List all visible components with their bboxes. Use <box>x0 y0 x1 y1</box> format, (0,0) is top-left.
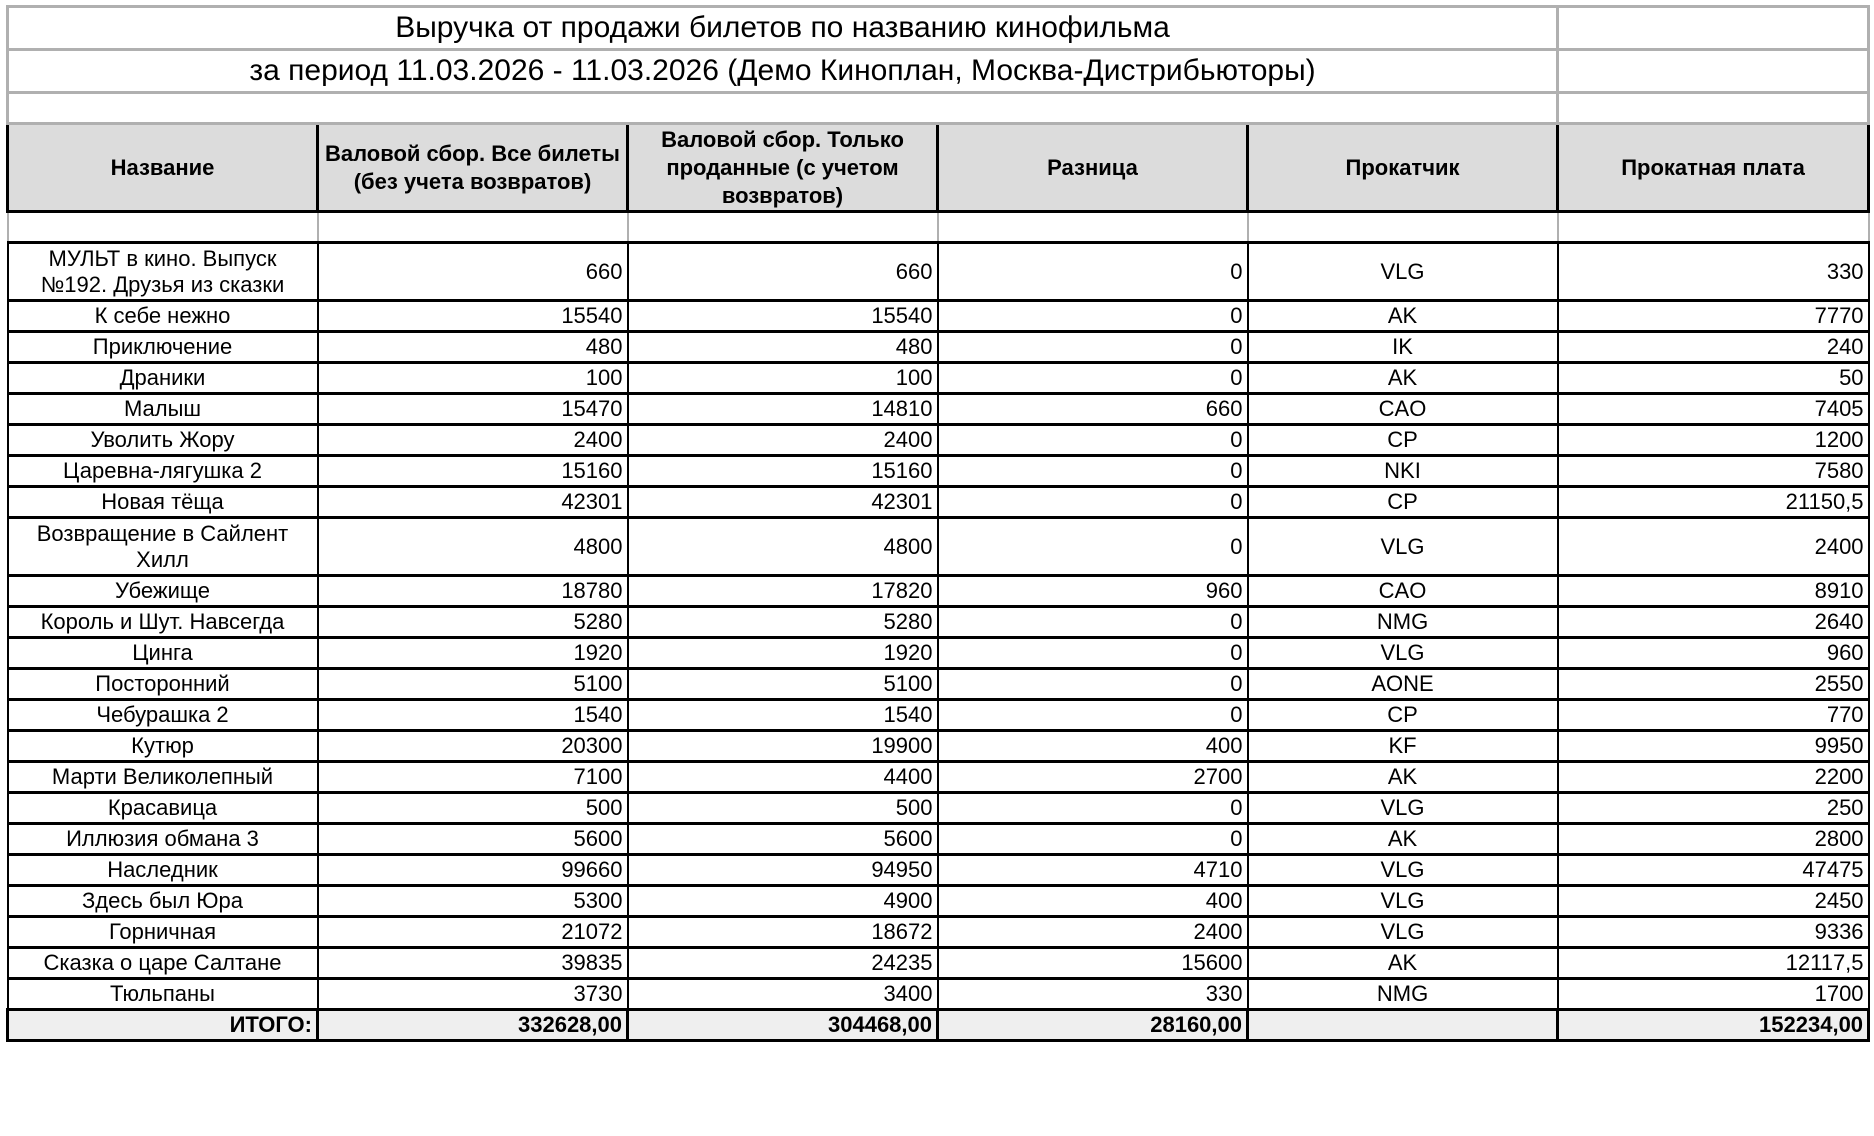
table-row <box>8 762 1869 793</box>
film-name-cell: Красавица <box>8 793 318 824</box>
gross-all-cell: 15540 <box>318 301 628 332</box>
difference-cell: 2400 <box>938 917 1248 948</box>
column-header-difference: Разница <box>938 124 1248 212</box>
table-row <box>8 855 1869 886</box>
column-header-rental-fee: Прокатная плата <box>1558 124 1869 212</box>
difference-cell: 0 <box>938 456 1248 487</box>
gross-sold-cell: 17820 <box>628 576 938 607</box>
difference-cell: 0 <box>938 301 1248 332</box>
table-row <box>8 425 1869 456</box>
gross-sold-cell: 15540 <box>628 301 938 332</box>
difference-cell: 0 <box>938 824 1248 855</box>
rental-fee-cell: 2800 <box>1558 824 1869 855</box>
empty-cell <box>1558 7 1869 50</box>
gross-sold-cell: 100 <box>628 363 938 394</box>
film-name-cell: Убежище <box>8 576 318 607</box>
gross-sold-cell: 18672 <box>628 917 938 948</box>
gross-all-cell: 5100 <box>318 669 628 700</box>
gross-all-cell: 39835 <box>318 948 628 979</box>
gross-all-cell: 18780 <box>318 576 628 607</box>
gross-sold-cell: 5600 <box>628 824 938 855</box>
table-row <box>8 487 1869 518</box>
film-name-cell: К себе нежно <box>8 301 318 332</box>
rental-fee-cell: 1700 <box>1558 979 1869 1010</box>
rental-fee-cell: 7405 <box>1558 394 1869 425</box>
distributor-cell: VLG <box>1248 886 1558 917</box>
table-row <box>8 301 1869 332</box>
gross-sold-cell: 1920 <box>628 638 938 669</box>
distributor-cell: CP <box>1248 487 1558 518</box>
total-distributor <box>1248 1010 1558 1041</box>
rental-fee-cell: 50 <box>1558 363 1869 394</box>
table-row <box>8 243 1869 301</box>
difference-cell: 0 <box>938 363 1248 394</box>
total-gross-all: 332628,00 <box>318 1010 628 1041</box>
difference-cell: 400 <box>938 731 1248 762</box>
spacer-row <box>8 212 1869 243</box>
column-header-gross-all: Валовой сбор. Все билеты (без учета возвратов) <box>318 124 628 212</box>
distributor-cell: AONE <box>1248 669 1558 700</box>
gross-sold-cell: 660 <box>628 243 938 301</box>
difference-cell: 0 <box>938 518 1248 576</box>
table-row <box>8 576 1869 607</box>
empty-cell <box>938 212 1248 243</box>
distributor-cell: CP <box>1248 425 1558 456</box>
empty-cell <box>318 212 628 243</box>
gross-all-cell: 4800 <box>318 518 628 576</box>
empty-cell <box>1558 50 1869 93</box>
header-row <box>8 124 1869 212</box>
rental-fee-cell: 7580 <box>1558 456 1869 487</box>
table-row <box>8 700 1869 731</box>
rental-fee-cell: 2200 <box>1558 762 1869 793</box>
gross-sold-cell: 4900 <box>628 886 938 917</box>
gross-all-cell: 42301 <box>318 487 628 518</box>
table-row <box>8 669 1869 700</box>
gross-sold-cell: 15160 <box>628 456 938 487</box>
film-name-cell: Иллюзия обмана 3 <box>8 824 318 855</box>
difference-cell: 0 <box>938 243 1248 301</box>
distributor-cell: VLG <box>1248 793 1558 824</box>
table-row <box>8 607 1869 638</box>
distributor-cell: AK <box>1248 948 1558 979</box>
gross-sold-cell: 94950 <box>628 855 938 886</box>
film-name-cell: Царевна-лягушка 2 <box>8 456 318 487</box>
film-name-cell: Сказка о царе Салтане <box>8 948 318 979</box>
difference-cell: 0 <box>938 638 1248 669</box>
difference-cell: 330 <box>938 979 1248 1010</box>
distributor-cell: NMG <box>1248 979 1558 1010</box>
rental-fee-cell: 2550 <box>1558 669 1869 700</box>
difference-cell: 0 <box>938 332 1248 363</box>
column-header-name: Название <box>8 124 318 212</box>
rental-fee-cell: 21150,5 <box>1558 487 1869 518</box>
difference-cell: 0 <box>938 607 1248 638</box>
gross-sold-cell: 500 <box>628 793 938 824</box>
table-row <box>8 979 1869 1010</box>
difference-cell: 660 <box>938 394 1248 425</box>
gross-all-cell: 480 <box>318 332 628 363</box>
blank-row <box>8 93 1869 124</box>
gross-all-cell: 15470 <box>318 394 628 425</box>
gross-all-cell: 21072 <box>318 917 628 948</box>
gross-all-cell: 5300 <box>318 886 628 917</box>
empty-cell <box>1248 212 1558 243</box>
rental-fee-cell: 330 <box>1558 243 1869 301</box>
gross-all-cell: 660 <box>318 243 628 301</box>
table-row <box>8 886 1869 917</box>
distributor-cell: VLG <box>1248 638 1558 669</box>
film-name-cell: Король и Шут. Навсегда <box>8 607 318 638</box>
film-name-cell: Горничная <box>8 917 318 948</box>
rental-fee-cell: 1200 <box>1558 425 1869 456</box>
distributor-cell: AK <box>1248 363 1558 394</box>
total-difference: 28160,00 <box>938 1010 1248 1041</box>
report-subtitle: за период 11.03.2026 - 11.03.2026 (Демо Киноплан, Москва-Дистрибьюторы) <box>8 50 1558 93</box>
rental-fee-cell: 8910 <box>1558 576 1869 607</box>
distributor-cell: IK <box>1248 332 1558 363</box>
gross-all-cell: 500 <box>318 793 628 824</box>
rental-fee-cell: 47475 <box>1558 855 1869 886</box>
title-row <box>8 7 1869 50</box>
table-row <box>8 793 1869 824</box>
distributor-cell: CAO <box>1248 394 1558 425</box>
film-name-cell: Наследник <box>8 855 318 886</box>
gross-all-cell: 20300 <box>318 731 628 762</box>
distributor-cell: NMG <box>1248 607 1558 638</box>
gross-sold-cell: 2400 <box>628 425 938 456</box>
film-name-cell: Чебурашка 2 <box>8 700 318 731</box>
rental-fee-cell: 250 <box>1558 793 1869 824</box>
film-name-cell: Кутюр <box>8 731 318 762</box>
rental-fee-cell: 9336 <box>1558 917 1869 948</box>
distributor-cell: VLG <box>1248 243 1558 301</box>
column-header-distributor: Прокатчик <box>1248 124 1558 212</box>
total-rental-fee: 152234,00 <box>1558 1010 1869 1041</box>
difference-cell: 0 <box>938 487 1248 518</box>
gross-sold-cell: 1540 <box>628 700 938 731</box>
distributor-cell: CAO <box>1248 576 1558 607</box>
gross-all-cell: 1540 <box>318 700 628 731</box>
empty-cell <box>1558 212 1869 243</box>
film-name-cell: Посторонний <box>8 669 318 700</box>
gross-all-cell: 1920 <box>318 638 628 669</box>
gross-sold-cell: 5280 <box>628 607 938 638</box>
table-row <box>8 917 1869 948</box>
distributor-cell: VLG <box>1248 855 1558 886</box>
gross-all-cell: 99660 <box>318 855 628 886</box>
empty-cell <box>628 212 938 243</box>
table-row <box>8 731 1869 762</box>
difference-cell: 4710 <box>938 855 1248 886</box>
film-name-cell: Возвращение в Сайлент Хилл <box>8 518 318 576</box>
report-title: Выручка от продажи билетов по названию кинофильма <box>8 7 1558 50</box>
gross-all-cell: 7100 <box>318 762 628 793</box>
column-header-gross-sold: Валовой сбор. Только проданные (с учетом возвратов) <box>628 124 938 212</box>
film-name-cell: Новая тёща <box>8 487 318 518</box>
rental-fee-cell: 770 <box>1558 700 1869 731</box>
rental-fee-cell: 960 <box>1558 638 1869 669</box>
gross-all-cell: 3730 <box>318 979 628 1010</box>
distributor-cell: VLG <box>1248 917 1558 948</box>
film-name-cell: Приключение <box>8 332 318 363</box>
difference-cell: 0 <box>938 669 1248 700</box>
rental-fee-cell: 9950 <box>1558 731 1869 762</box>
difference-cell: 2700 <box>938 762 1248 793</box>
table-row <box>8 518 1869 576</box>
gross-sold-cell: 3400 <box>628 979 938 1010</box>
gross-all-cell: 5600 <box>318 824 628 855</box>
empty-cell <box>8 212 318 243</box>
distributor-cell: NKI <box>1248 456 1558 487</box>
difference-cell: 0 <box>938 700 1248 731</box>
table-row <box>8 948 1869 979</box>
gross-sold-cell: 5100 <box>628 669 938 700</box>
gross-all-cell: 5280 <box>318 607 628 638</box>
table-row <box>8 456 1869 487</box>
empty-cell <box>1558 93 1869 124</box>
gross-sold-cell: 4400 <box>628 762 938 793</box>
film-name-cell: Здесь был Юра <box>8 886 318 917</box>
gross-sold-cell: 42301 <box>628 487 938 518</box>
gross-all-cell: 100 <box>318 363 628 394</box>
rental-fee-cell: 2450 <box>1558 886 1869 917</box>
gross-all-cell: 2400 <box>318 425 628 456</box>
total-row <box>8 1010 1869 1041</box>
difference-cell: 15600 <box>938 948 1248 979</box>
distributor-cell: AK <box>1248 762 1558 793</box>
film-name-cell: Тюльпаны <box>8 979 318 1010</box>
empty-cell <box>8 93 1558 124</box>
gross-sold-cell: 480 <box>628 332 938 363</box>
total-label: ИТОГО: <box>8 1010 318 1041</box>
difference-cell: 0 <box>938 425 1248 456</box>
film-name-cell: Драники <box>8 363 318 394</box>
gross-sold-cell: 19900 <box>628 731 938 762</box>
difference-cell: 960 <box>938 576 1248 607</box>
distributor-cell: VLG <box>1248 518 1558 576</box>
film-name-cell: Малыш <box>8 394 318 425</box>
gross-sold-cell: 4800 <box>628 518 938 576</box>
table-row <box>8 824 1869 855</box>
film-name-cell: Уволить Жору <box>8 425 318 456</box>
rental-fee-cell: 240 <box>1558 332 1869 363</box>
distributor-cell: CP <box>1248 700 1558 731</box>
gross-sold-cell: 24235 <box>628 948 938 979</box>
subtitle-row <box>8 50 1869 93</box>
rental-fee-cell: 12117,5 <box>1558 948 1869 979</box>
report-table <box>6 5 1870 1042</box>
table-row <box>8 394 1869 425</box>
rental-fee-cell: 2640 <box>1558 607 1869 638</box>
gross-sold-cell: 14810 <box>628 394 938 425</box>
table-row <box>8 332 1869 363</box>
total-gross-sold: 304468,00 <box>628 1010 938 1041</box>
rental-fee-cell: 7770 <box>1558 301 1869 332</box>
distributor-cell: KF <box>1248 731 1558 762</box>
distributor-cell: AK <box>1248 301 1558 332</box>
gross-all-cell: 15160 <box>318 456 628 487</box>
difference-cell: 0 <box>938 793 1248 824</box>
difference-cell: 400 <box>938 886 1248 917</box>
table-row <box>8 363 1869 394</box>
film-name-cell: Марти Великолепный <box>8 762 318 793</box>
distributor-cell: AK <box>1248 824 1558 855</box>
table-row <box>8 638 1869 669</box>
film-name-cell: Цинга <box>8 638 318 669</box>
rental-fee-cell: 2400 <box>1558 518 1869 576</box>
film-name-cell: МУЛЬТ в кино. Выпуск №192. Друзья из сказки <box>8 243 318 301</box>
